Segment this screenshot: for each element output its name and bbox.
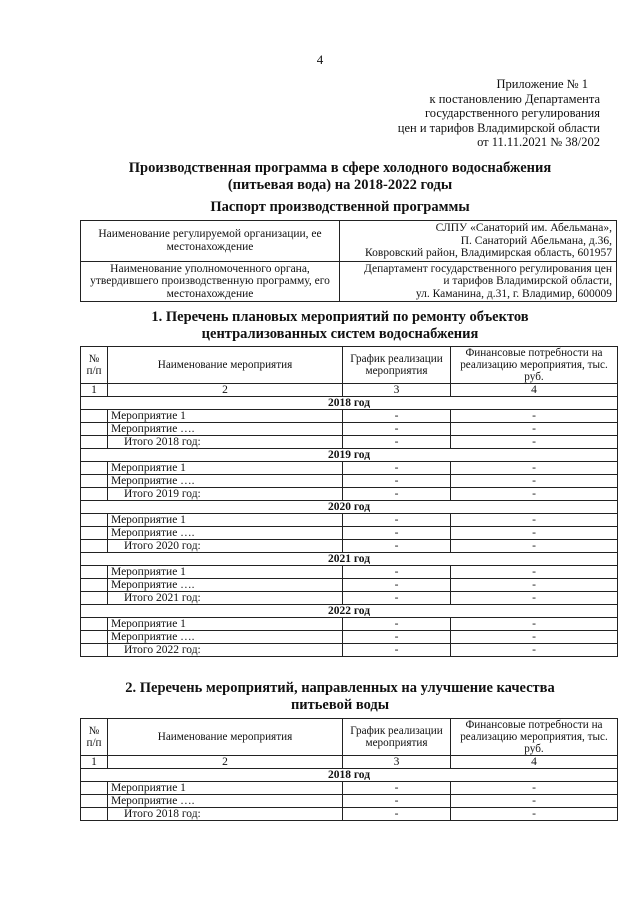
activity-finance: -: [451, 592, 618, 605]
passport-value: [340, 221, 617, 262]
column-number: 1: [81, 384, 108, 397]
activity-finance: -: [451, 631, 618, 644]
activity-name: Мероприятие ….: [108, 527, 343, 540]
activity-finance: -: [451, 462, 618, 475]
activity-name: Мероприятие ….: [108, 579, 343, 592]
activity-name: Мероприятие ….: [108, 475, 343, 488]
year-label: 2018 год: [81, 769, 618, 782]
col-number-header: № п/п: [81, 719, 108, 756]
table-row: [81, 475, 618, 488]
table-row: [81, 540, 618, 553]
row-number: [81, 410, 108, 423]
passport-value-line: СЛПУ «Санаторий им. Абельмана»,: [435, 222, 612, 234]
activity-schedule: -: [343, 514, 451, 527]
year-label: 2018 год: [81, 397, 618, 410]
col-finance-header: Финансовые потребности на реализацию мероприятия, тыс. руб.: [451, 347, 618, 384]
passport-value-line: Департамент государственного регулирования цен: [364, 262, 612, 275]
table-row: [81, 488, 618, 501]
passport-title: Паспорт производственной программы: [210, 199, 470, 215]
row-number: [81, 795, 108, 808]
activity-finance: -: [451, 782, 618, 795]
row-number: [81, 782, 108, 795]
row-number: [81, 631, 108, 644]
activity-name: Мероприятие 1: [108, 462, 343, 475]
column-number: 2: [108, 384, 343, 397]
activity-finance: -: [451, 488, 618, 501]
activity-name: Итого 2019 год:: [108, 488, 343, 501]
table-header-row: [81, 347, 618, 384]
year-row: [81, 449, 618, 462]
activity-finance: -: [451, 579, 618, 592]
appendix-line: к постановлению Департамента: [429, 91, 600, 106]
table-row: [81, 527, 618, 540]
activity-schedule: -: [343, 488, 451, 501]
column-number: 2: [108, 756, 343, 769]
year-row: [81, 397, 618, 410]
row-number: [81, 527, 108, 540]
table-row: [81, 462, 618, 475]
appendix-block: [340, 77, 600, 150]
row-number: [81, 423, 108, 436]
activity-finance: -: [451, 527, 618, 540]
page-number: 4: [316, 52, 324, 67]
appendix-line: государственного регулирования: [424, 106, 600, 120]
activity-name: Мероприятие ….: [108, 423, 343, 436]
activity-finance: -: [451, 423, 618, 436]
column-number: 4: [451, 384, 618, 397]
year-label: 2022 год: [81, 605, 618, 618]
row-number: [81, 488, 108, 501]
row-number: [81, 644, 108, 657]
activity-schedule: -: [343, 527, 451, 540]
table-row: [81, 795, 618, 808]
table-row: [81, 423, 618, 436]
passport-value-line: Ковровский район, Владимирская область, 601957: [365, 247, 612, 259]
table-row: [81, 631, 618, 644]
year-label: 2019 год: [81, 449, 618, 462]
activity-schedule: -: [343, 423, 451, 436]
row-number: [81, 566, 108, 579]
document-title: [0, 160, 640, 194]
activity-schedule: -: [343, 579, 451, 592]
activity-finance: -: [451, 410, 618, 423]
year-row: [81, 501, 618, 514]
table-row: [81, 592, 618, 605]
passport-table: [80, 220, 617, 302]
passport-row: [81, 221, 617, 262]
year-label: 2021 год: [81, 553, 618, 566]
row-number: [81, 462, 108, 475]
table-row: [81, 618, 618, 631]
section2-title-line: 2. Перечень мероприятий, направленных на улучшение качества: [125, 680, 555, 696]
column-number: 3: [343, 384, 451, 397]
activity-name: Мероприятие ….: [108, 631, 343, 644]
col-name-header: Наименование мероприятия: [108, 719, 343, 756]
section1-table: [80, 346, 618, 657]
row-number: [81, 514, 108, 527]
passport-value: [340, 261, 617, 302]
activity-finance: -: [451, 566, 618, 579]
activity-schedule: -: [343, 462, 451, 475]
activity-schedule: -: [343, 644, 451, 657]
section1-title: [0, 309, 640, 343]
activity-schedule: -: [343, 808, 451, 821]
activity-schedule: -: [343, 795, 451, 808]
activity-schedule: -: [343, 566, 451, 579]
table-row: [81, 579, 618, 592]
row-number: [81, 579, 108, 592]
activity-schedule: -: [343, 475, 451, 488]
section2-title: [0, 680, 640, 714]
activity-name: Мероприятие 1: [108, 782, 343, 795]
table-row: [81, 410, 618, 423]
passport-value-line: и тарифов Владимирской области,: [443, 275, 612, 287]
activity-name: Мероприятие 1: [108, 618, 343, 631]
activity-finance: -: [451, 618, 618, 631]
passport-label: Наименование регулируемой организации, ее местонахождение: [81, 221, 340, 262]
document-title-line: Производственная программа в сфере холодного водоснабжения: [128, 160, 552, 176]
col-name-header: Наименование мероприятия: [108, 347, 343, 384]
column-number: 4: [451, 756, 618, 769]
row-number: [81, 592, 108, 605]
appendix-line: Приложение № 1: [496, 77, 588, 91]
passport-value-line: ул. Каманина, д.31, г. Владимир, 600009: [415, 287, 612, 300]
activity-name: Итого 2018 год:: [108, 436, 343, 449]
activity-finance: -: [451, 475, 618, 488]
activity-finance: -: [451, 808, 618, 821]
column-numbers-row: [81, 756, 618, 769]
year-row: [81, 769, 618, 782]
year-row: [81, 553, 618, 566]
row-number: [81, 540, 108, 553]
row-number: [81, 618, 108, 631]
col-finance-header: Финансовые потребности на реализацию мероприятия, тыс. руб.: [451, 719, 618, 756]
row-number: [81, 436, 108, 449]
activity-schedule: -: [343, 782, 451, 795]
table-row: [81, 808, 618, 821]
activity-name: Итого 2020 год:: [108, 540, 343, 553]
activity-name: Мероприятие 1: [108, 514, 343, 527]
appendix-line: от 11.11.2021 № 38/202: [477, 135, 600, 149]
activity-finance: -: [451, 795, 618, 808]
section2-table: [80, 718, 618, 821]
activity-finance: -: [451, 540, 618, 553]
section1-title-line: централизованных систем водоснабжения: [201, 326, 479, 342]
document-title-line: (питьевая вода) на 2018-2022 годы: [227, 177, 453, 193]
appendix-line: цен и тарифов Владимирской области: [397, 120, 600, 135]
activity-name: Мероприятие 1: [108, 566, 343, 579]
activity-finance: -: [451, 514, 618, 527]
col-schedule-header: График реализации мероприятия: [343, 719, 451, 756]
activity-finance: -: [451, 436, 618, 449]
col-schedule-header: График реализации мероприятия: [343, 347, 451, 384]
activity-name: Итого 2021 год:: [108, 592, 343, 605]
column-number: 1: [81, 756, 108, 769]
activity-finance: -: [451, 644, 618, 657]
row-number: [81, 808, 108, 821]
activity-schedule: -: [343, 618, 451, 631]
activity-name: Мероприятие 1: [108, 410, 343, 423]
activity-name: Итого 2022 год:: [108, 644, 343, 657]
passport-label: Наименование уполномоченного органа, утвердившего производственную программу, его местонахождение: [81, 261, 340, 302]
column-numbers-row: [81, 384, 618, 397]
table-header-row: [81, 719, 618, 756]
activity-schedule: -: [343, 410, 451, 423]
table-row: [81, 514, 618, 527]
activity-schedule: -: [343, 592, 451, 605]
table-row: [81, 644, 618, 657]
row-number: [81, 475, 108, 488]
table-row: [81, 566, 618, 579]
activity-schedule: -: [343, 631, 451, 644]
column-number: 3: [343, 756, 451, 769]
activity-schedule: -: [343, 540, 451, 553]
activity-name: Мероприятие ….: [108, 795, 343, 808]
activity-name: Итого 2018 год:: [108, 808, 343, 821]
table-row: [81, 436, 618, 449]
passport-row: [81, 261, 617, 302]
passport-value-line: П. Санаторий Абельмана, д.36,: [460, 234, 612, 247]
section1-title-line: 1. Перечень плановых мероприятий по ремонту объектов: [151, 309, 529, 325]
year-row: [81, 605, 618, 618]
table-row: [81, 782, 618, 795]
year-label: 2020 год: [81, 501, 618, 514]
col-number-header: № п/п: [81, 347, 108, 384]
activity-schedule: -: [343, 436, 451, 449]
section2-title-line: питьевой воды: [290, 697, 390, 713]
